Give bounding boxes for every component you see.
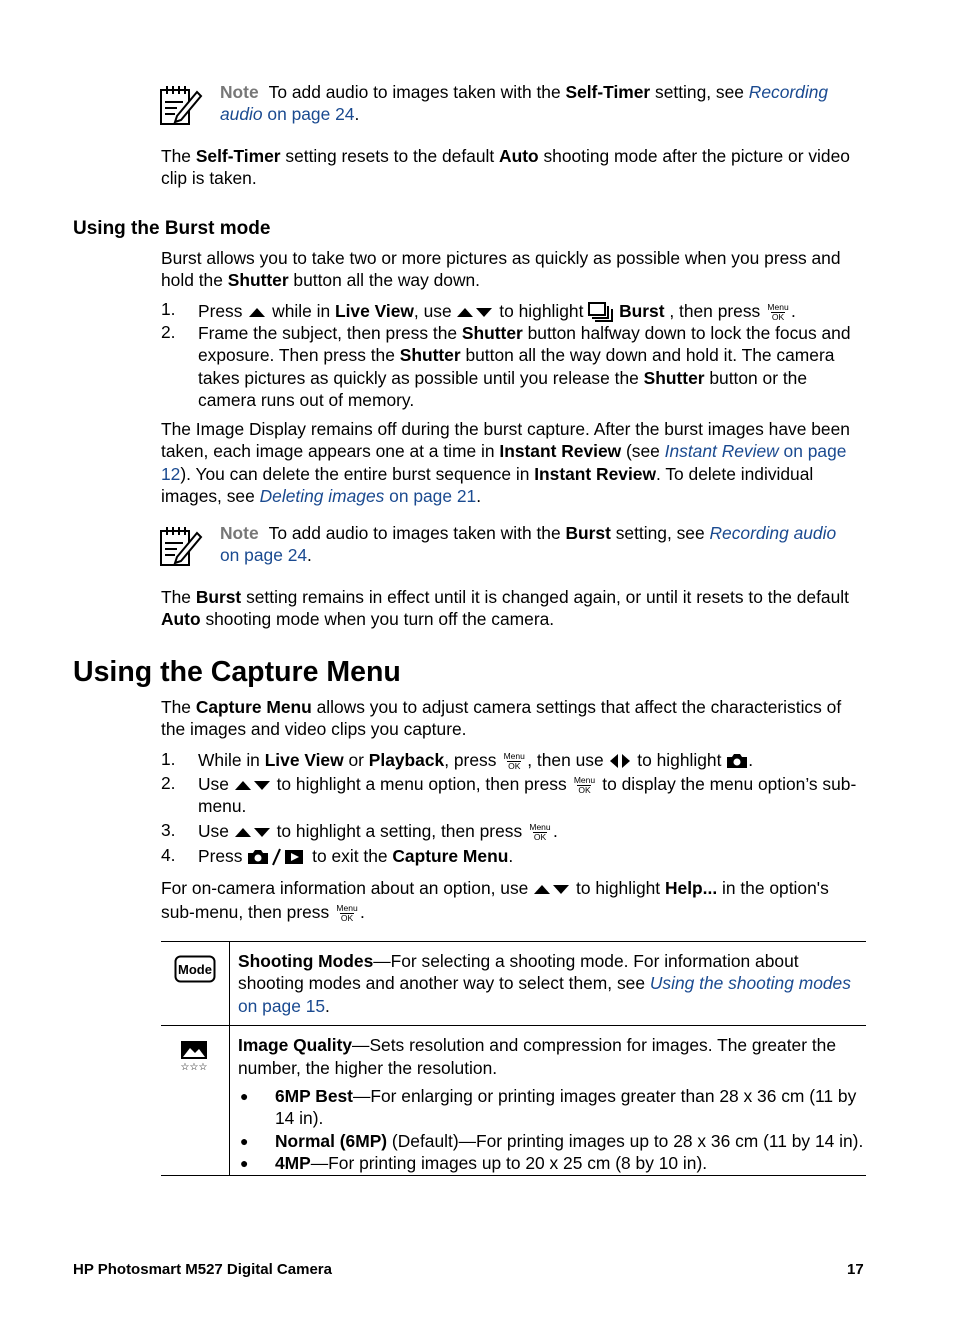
paragraph-capture-intro: The Capture Menu allows you to adjust camera settings that affect the characteristics of the images and video clips you capture. — [161, 697, 842, 740]
step-number: 2. — [161, 773, 176, 793]
up-down-arrows-icon — [234, 779, 272, 791]
up-down-arrows-icon — [533, 883, 571, 895]
capture-step-4: Press to exit the Capture Menu. — [198, 846, 514, 866]
list-item: ● 4MP—For printing images up to 20 x 25 cm (8 by 10 in). — [238, 1152, 866, 1174]
link-deleting-images[interactable]: Deleting images on page 21 — [259, 486, 477, 507]
link-instant-review[interactable]: Instant Review on page 12 — [161, 441, 847, 484]
menu-ok-icon: Menu OK — [503, 750, 525, 771]
burst-icon — [588, 302, 614, 322]
link-recording-audio[interactable]: Recording audio on page 24 — [220, 82, 829, 125]
table-text-cell: Shooting Modes—For selecting a shooting mode. For information about shooting modes and another way to select them, see Using the shooting modes on page 15. — [238, 951, 851, 1016]
paragraph-self-timer: The Self-Timer setting resets to the default Auto shooting mode after the picture or video clip is taken. — [161, 146, 850, 189]
up-arrow-icon — [247, 306, 267, 318]
burst-step-1: Press while in Live View, use to highlight Burst , then press Menu OK . — [198, 301, 796, 322]
paragraph-burst-display: The Image Display remains off during the burst capture. After the burst images have been taken, each image appears one at a time in Instant Review (see Instant Review on page 12). You can delete the entire burst sequence in Instant Review. To delete individual images, see Deleting images on page 21. — [161, 419, 850, 507]
section-heading-burst: Using the Burst mode — [73, 218, 271, 239]
list-item: ● Normal (6MP) (Default)—For printing images up to 28 x 36 cm (11 by 14 in). — [238, 1130, 866, 1152]
link-recording-audio[interactable]: Recording audio on page 24 — [220, 523, 837, 566]
step-number: 3. — [161, 820, 176, 840]
capture-step-3: Use to highlight a setting, then press Menu OK . — [198, 821, 558, 842]
step-number: 1. — [161, 749, 176, 769]
footer-title: HP Photosmart M527 Digital Camera — [73, 1261, 332, 1278]
svg-text:Mode: Mode — [178, 962, 212, 977]
page-heading-capture-menu: Using the Capture Menu — [73, 656, 401, 688]
burst-step-2: Frame the subject, then press the Shutter button halfway down to lock the focus and exposure. Then press the Shutter button all the way down and hold it. The camera takes pictures as quickly as possible until you release the Shutter button or the camera runs out of memory. — [198, 323, 851, 411]
note-label: Note — [220, 82, 259, 102]
step-number: 4. — [161, 845, 176, 865]
capture-menu-table — [161, 941, 866, 1176]
table-row — [161, 1026, 866, 1175]
menu-ok-icon: Menu OK — [336, 902, 358, 923]
note-text: Note To add audio to images taken with the Self-Timer setting, see Recording audio on page 24. — [220, 82, 829, 125]
page-number: 17 — [847, 1261, 864, 1278]
step-number: 1. — [161, 299, 176, 319]
table-text-cell: Image Quality—Sets resolution and compression for images. The greater the number, the higher the resolution. ● 6MP Best—For enlarging or printing images greater than 28 x 36 cm (11 by 14 in). ● Normal (6MP) (Default)—For printing images up to 28 x 36 cm (11 by 14 in). ● 4MP—For printing images up to 20 x 25 cm (8 by 10 in). — [230, 1026, 867, 1175]
table-icon-cell — [161, 1026, 230, 1175]
camera-icon — [726, 753, 748, 769]
capture-step-2: Use to highlight a menu option, then press Menu OK to display the menu option’s sub-menu. — [198, 774, 857, 817]
step-number: 2. — [161, 322, 176, 342]
up-down-arrows-icon — [234, 826, 272, 838]
paragraph-burst-intro: Burst allows you to take two or more pictures as quickly as possible when you press and hold the Shutter button all the way down. — [161, 248, 841, 291]
svg-text:☆☆☆: ☆☆☆ — [180, 1062, 208, 1074]
list-item: ● 6MP Best—For enlarging or printing images greater than 28 x 36 cm (11 by 14 in). — [238, 1085, 866, 1130]
paragraph-burst-remain: The Burst setting remains in effect until it is changed again, or until it resets to the default Auto shooting mode when you turn off the camera. — [161, 587, 849, 630]
image-quality-icon — [177, 1039, 213, 1073]
note-icon — [159, 84, 203, 128]
note-text: Note To add audio to images taken with the Burst setting, see Recording audio on page 24. — [220, 523, 837, 566]
note-label: Note — [220, 523, 259, 543]
link-shooting-modes[interactable]: Using the shooting modes on page 15 — [238, 973, 851, 1016]
menu-ok-icon: Menu OK — [529, 821, 551, 842]
left-right-arrows-icon — [608, 753, 632, 769]
menu-ok-icon: Menu OK — [767, 301, 789, 322]
menu-ok-icon: Menu OK — [573, 774, 596, 795]
note-icon — [159, 525, 203, 569]
table-icon-cell — [161, 942, 230, 1026]
camera-playback-icon — [247, 847, 307, 867]
up-down-arrows-icon — [456, 306, 494, 318]
paragraph-help: For on-camera information about an option, use to highlight Help... in the option's sub-menu, then press Menu OK . — [161, 878, 829, 923]
table-row — [161, 942, 866, 1026]
mode-icon — [174, 955, 216, 983]
capture-step-1: While in Live View or Playback, press Menu OK , then use to highlight . — [198, 750, 754, 771]
